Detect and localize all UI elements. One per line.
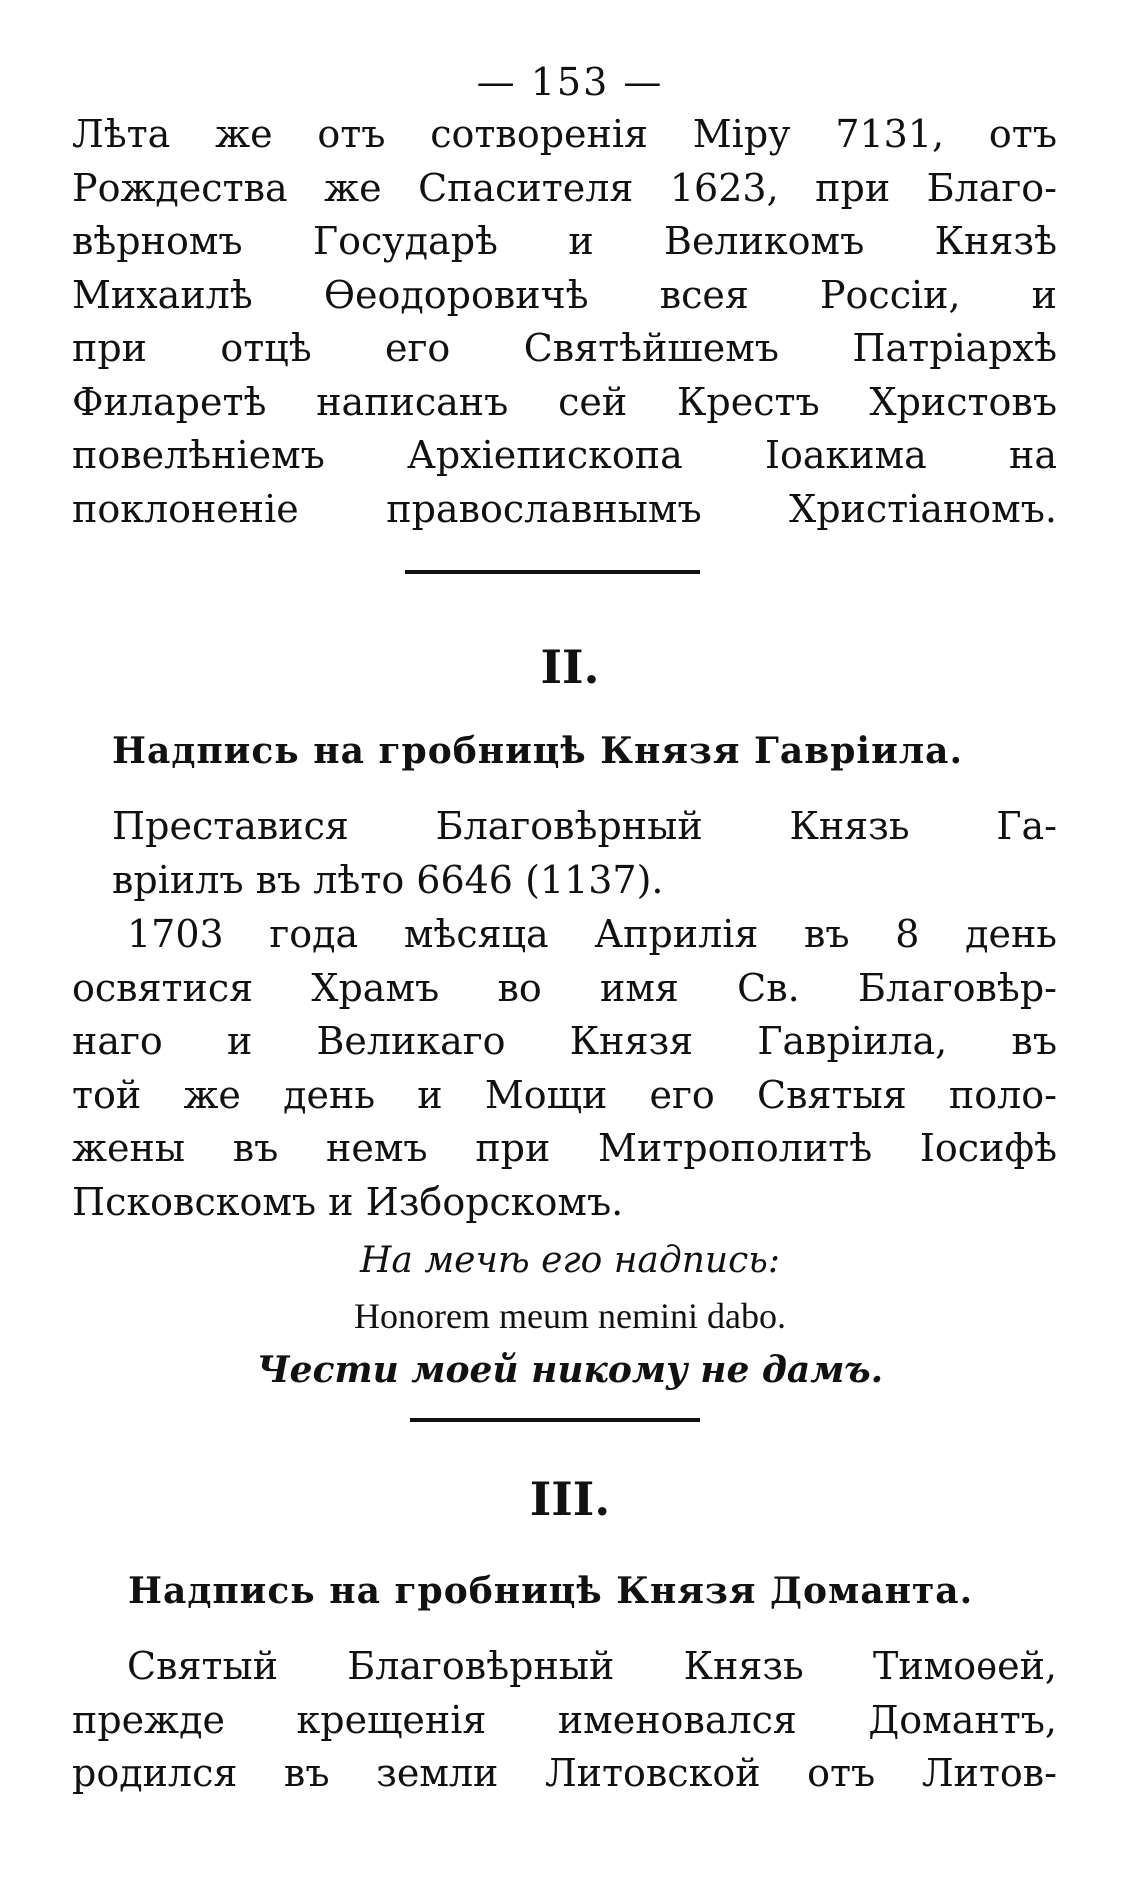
text-line: Рождества же Спасителя 1623, при Благо- [72,165,1057,210]
section-2-paragraph-b [72,908,1057,1229]
section-divider [405,570,700,574]
text-line: наго и Великаго Князя Гавріила, въ [72,1019,1057,1063]
latin-motto: Honorem meum nemini dabo. [354,1296,786,1336]
text-line: Лѣта же отъ сотворенія Міру 7131, отъ [72,112,1057,156]
text-line: Псковскомъ и Изборскомъ. [72,1179,624,1224]
section-3-numeral: III. [529,1472,611,1526]
text-line: повелѣніемъ Архіепископа Іоакима на [72,433,1057,477]
section-3-heading: Надпись на гробницѣ Князя Доманта. [128,1570,974,1612]
text-line: Преставися Благовѣрный Князь Га- [112,804,1057,848]
text-line: поклоненіе православнымъ Христіаномъ. [72,486,1057,531]
text-line: вріилъ въ лѣто 6646 (1137). [112,857,664,902]
section-2-paragraph-a [112,800,1057,907]
section-2-heading: Надпись на гробницѣ Князя Гавріила. [112,730,964,772]
intro-paragraph [72,108,1057,536]
text-line: Михаилѣ Ѳеодоровичѣ всея Россіи, и [72,272,1057,317]
text-line: родился въ земли Литовской отъ Литов- [72,1751,1057,1795]
page-number: — 153 — [476,60,664,104]
text-line: Святый Благовѣрный Князь Тимоѳей, [127,1644,1057,1688]
section-3-paragraph [72,1640,1057,1801]
text-line: освятися Храмъ во имя Св. Благовѣр- [72,965,1057,1010]
text-line: при отцѣ его Святѣйшемъ Патріархѣ [72,326,1057,370]
text-line: Филаретѣ написанъ сей Крестъ Христовъ [72,379,1057,424]
sword-caption: На мечѣ его надпись: [360,1240,780,1281]
text-line: прежде крещенія именовался Домантъ, [72,1697,1057,1742]
text-line: 1703 года мѣсяца Априлія въ 8 день [127,912,1057,956]
text-line: вѣрномъ Государѣ и Великомъ Князѣ [72,219,1057,263]
text-line: жены въ немъ при Митрополитѣ Іосифѣ [72,1126,1057,1170]
section-2-numeral: II. [540,640,600,694]
text-line: той же день и Мощи его Святыя поло- [72,1072,1057,1117]
section-divider [410,1418,700,1422]
russian-motto: Чести моей никому не дамъ. [256,1349,884,1391]
